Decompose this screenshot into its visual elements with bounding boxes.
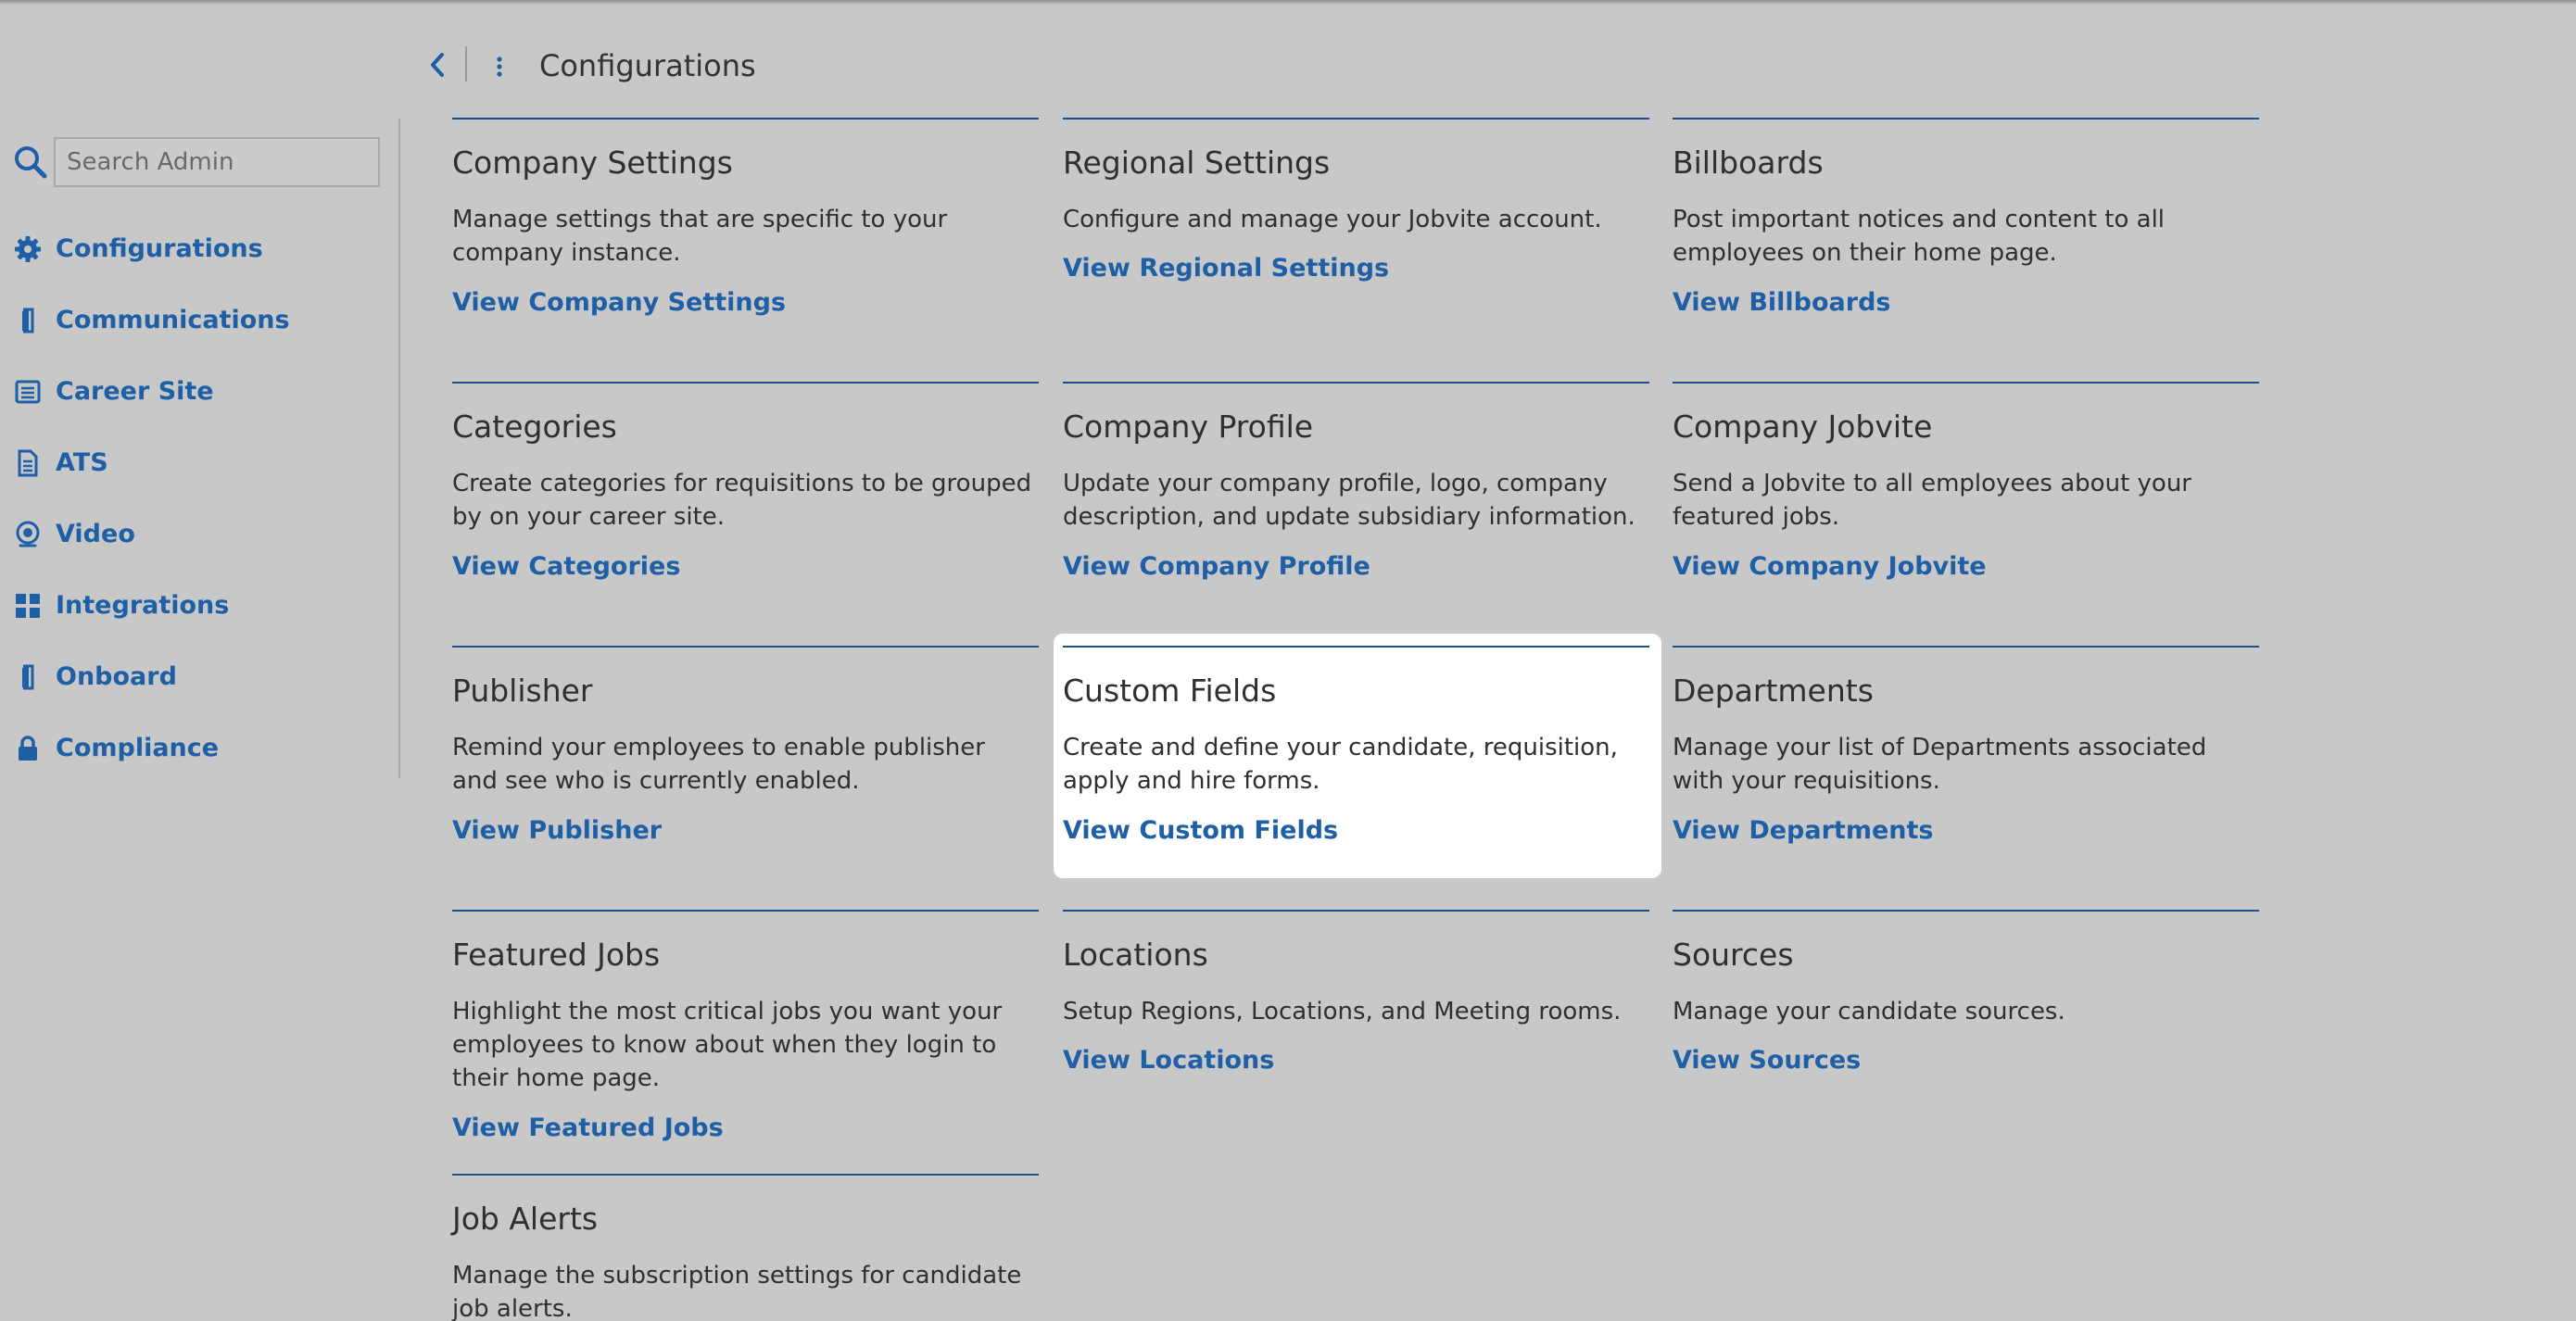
card-company-profile bbox=[1063, 382, 1649, 623]
card-description: Create categories for requisitions to be grouped by on your career site. bbox=[452, 470, 1032, 531]
door-icon bbox=[0, 659, 56, 696]
sidebar-item-communications[interactable] bbox=[0, 284, 398, 356]
card-description: Manage your candidate sources. bbox=[1673, 998, 2065, 1025]
view-company-jobvite-link[interactable]: View Company Jobvite bbox=[1673, 552, 1987, 581]
search-box bbox=[7, 137, 380, 187]
sidebar-divider bbox=[398, 119, 400, 778]
card-company-jobvite bbox=[1673, 382, 2259, 623]
card-featured-jobs bbox=[452, 910, 1039, 1151]
sidebar-item-label: Onboard bbox=[56, 662, 177, 691]
card-description: Manage the subscription settings for candidate job alerts. bbox=[452, 1262, 1022, 1321]
search-button[interactable] bbox=[7, 137, 54, 187]
lock-icon bbox=[0, 730, 56, 767]
card-custom-fields bbox=[1063, 646, 1649, 887]
card-description: Highlight the most critical jobs you want your employees to know about when they login to their home page. bbox=[452, 998, 1003, 1092]
sidebar-item-configurations[interactable] bbox=[0, 213, 398, 284]
card-description: Configure and manage your Jobvite account. bbox=[1063, 206, 1602, 233]
sidebar-item-label: Configurations bbox=[56, 234, 263, 263]
gear-icon bbox=[0, 231, 56, 268]
sidebar-nav bbox=[0, 213, 398, 784]
sidebar-item-label: Integrations bbox=[56, 591, 230, 620]
card-billboards bbox=[1673, 118, 2259, 359]
view-featured-jobs-link[interactable]: View Featured Jobs bbox=[452, 1113, 724, 1142]
card-description: Manage settings that are specific to your company instance. bbox=[452, 206, 948, 267]
card-title: Departments bbox=[1673, 673, 1874, 709]
view-company-profile-link[interactable]: View Company Profile bbox=[1063, 552, 1370, 581]
card-categories bbox=[452, 382, 1039, 623]
card-description: Update your company profile, logo, company description, and update subsidiary information. bbox=[1063, 470, 1635, 531]
list-icon bbox=[0, 373, 56, 410]
search-icon bbox=[12, 144, 49, 181]
header-divider bbox=[465, 46, 467, 82]
webcam-icon bbox=[0, 516, 56, 553]
sidebar-item-integrations[interactable] bbox=[0, 570, 398, 641]
search-input[interactable] bbox=[54, 137, 380, 187]
card-publisher bbox=[452, 646, 1039, 887]
view-publisher-link[interactable]: View Publisher bbox=[452, 816, 663, 845]
card-title: Regional Settings bbox=[1063, 145, 1331, 181]
card-title: Company Settings bbox=[452, 145, 733, 181]
sidebar-item-career-site[interactable] bbox=[0, 356, 398, 427]
card-description: Create and define your candidate, requisition, apply and hire forms. bbox=[1063, 734, 1618, 795]
card-company-settings bbox=[452, 118, 1039, 359]
card-sources bbox=[1673, 910, 2259, 1151]
sidebar-item-label: Video bbox=[56, 520, 135, 548]
view-company-settings-link[interactable]: View Company Settings bbox=[452, 288, 787, 317]
top-shadow bbox=[0, 0, 2576, 5]
view-regional-settings-link[interactable]: View Regional Settings bbox=[1063, 254, 1390, 283]
sidebar-item-video[interactable] bbox=[0, 498, 398, 570]
card-locations bbox=[1063, 910, 1649, 1151]
sidebar-item-compliance[interactable] bbox=[0, 712, 398, 784]
more-menu-button[interactable] bbox=[486, 50, 513, 83]
view-custom-fields-link[interactable]: View Custom Fields bbox=[1063, 816, 1339, 845]
view-billboards-link[interactable]: View Billboards bbox=[1673, 288, 1891, 317]
back-button[interactable] bbox=[421, 46, 454, 83]
sidebar-item-label: ATS bbox=[56, 448, 108, 477]
sidebar-item-onboard[interactable] bbox=[0, 641, 398, 712]
chevron-left-icon bbox=[428, 52, 447, 78]
view-sources-link[interactable]: View Sources bbox=[1673, 1046, 1862, 1075]
card-title: Sources bbox=[1673, 937, 1794, 973]
card-description: Send a Jobvite to all employees about your featured jobs. bbox=[1673, 470, 2191, 531]
card-job-alerts bbox=[452, 1174, 1039, 1321]
view-locations-link[interactable]: View Locations bbox=[1063, 1046, 1275, 1075]
card-title: Categories bbox=[452, 409, 617, 445]
sidebar-item-label: Compliance bbox=[56, 734, 220, 762]
card-description: Post important notices and content to all employees on their home page. bbox=[1673, 206, 2166, 267]
grid-icon bbox=[0, 587, 56, 624]
card-title: Publisher bbox=[452, 673, 593, 709]
view-categories-link[interactable]: View Categories bbox=[452, 552, 681, 581]
card-title: Job Alerts bbox=[452, 1201, 599, 1237]
sidebar-item-ats[interactable] bbox=[0, 427, 398, 498]
sidebar bbox=[0, 119, 400, 778]
card-title: Custom Fields bbox=[1063, 673, 1277, 709]
card-description: Manage your list of Departments associated with your requisitions. bbox=[1673, 734, 2207, 795]
card-title: Locations bbox=[1063, 937, 1208, 973]
page-title: Configurations bbox=[539, 48, 756, 83]
card-departments bbox=[1673, 646, 2259, 887]
page-header bbox=[408, 37, 1705, 94]
card-description: Setup Regions, Locations, and Meeting rooms. bbox=[1063, 998, 1622, 1025]
card-title: Company Jobvite bbox=[1673, 409, 1933, 445]
sidebar-item-label: Communications bbox=[56, 306, 290, 334]
card-regional-settings bbox=[1063, 118, 1649, 359]
document-icon bbox=[0, 445, 56, 482]
card-title: Company Profile bbox=[1063, 409, 1314, 445]
kebab-menu-icon bbox=[496, 56, 503, 78]
card-title: Billboards bbox=[1673, 145, 1824, 181]
sidebar-item-label: Career Site bbox=[56, 377, 214, 406]
card-description: Remind your employees to enable publisher and see who is currently enabled. bbox=[452, 734, 985, 795]
card-title: Featured Jobs bbox=[452, 937, 661, 973]
door-icon bbox=[0, 302, 56, 339]
view-departments-link[interactable]: View Departments bbox=[1673, 816, 1934, 845]
